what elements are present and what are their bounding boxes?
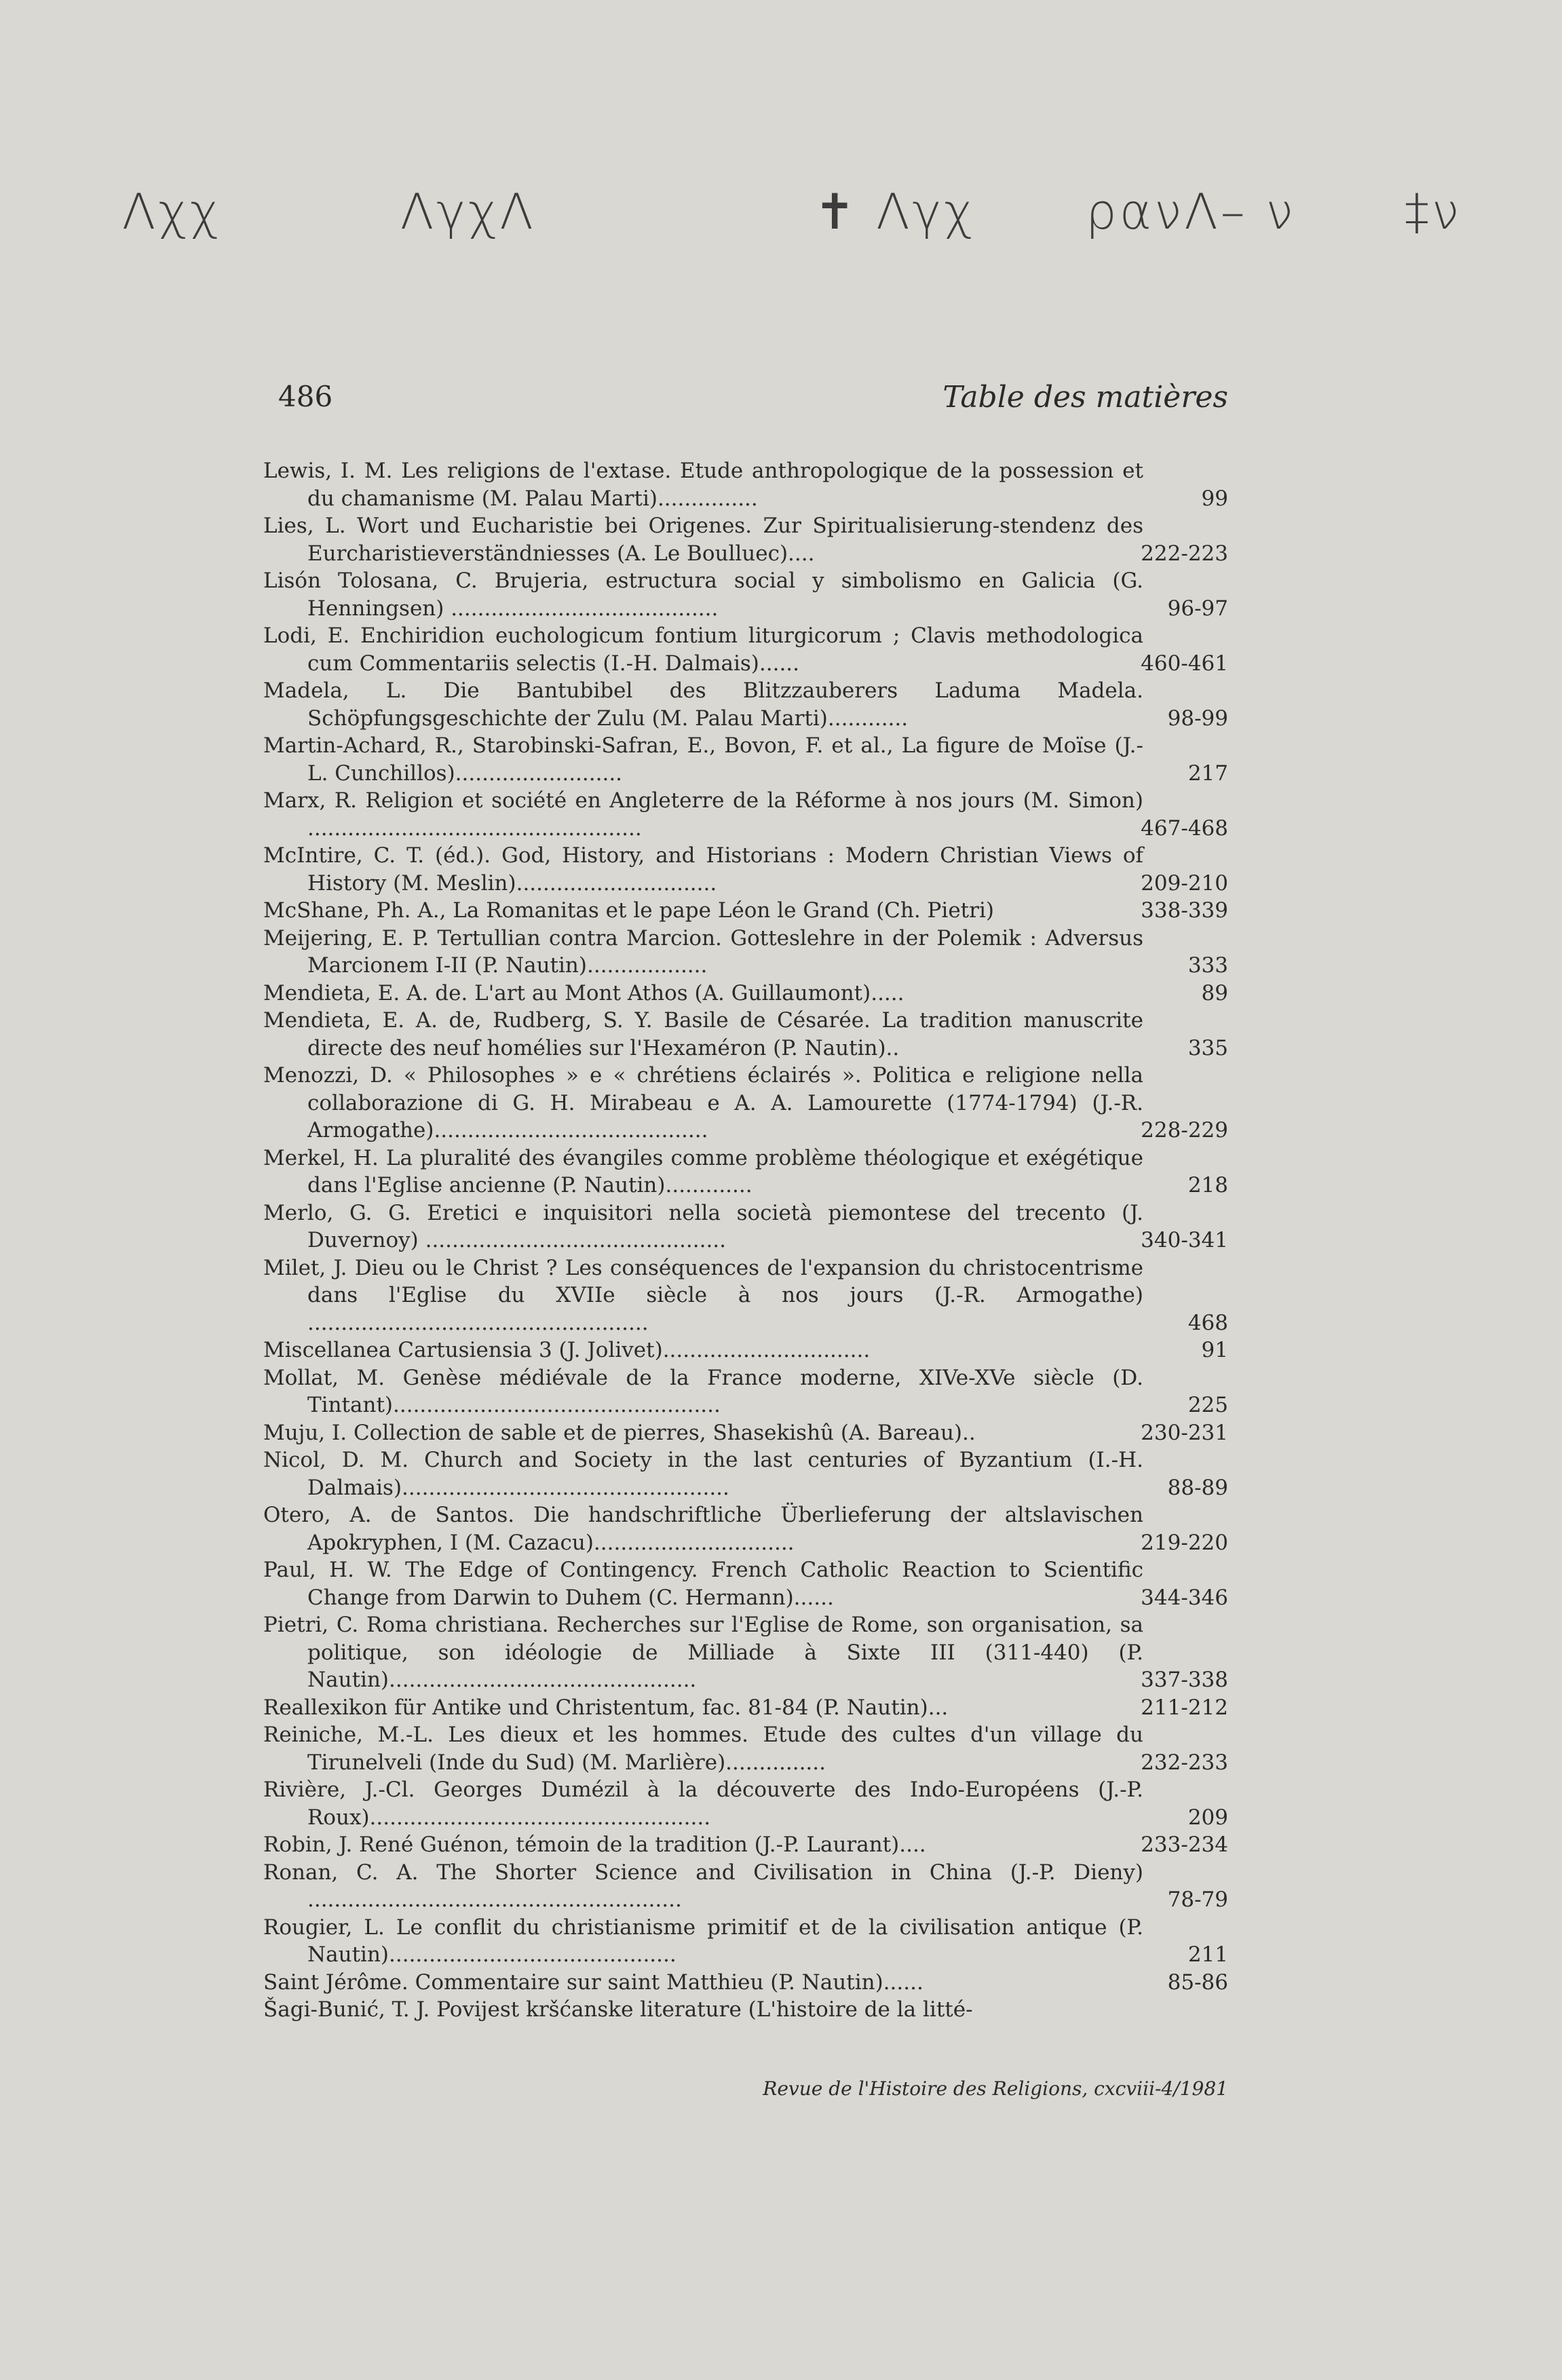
page-number: 486 — [278, 380, 333, 413]
entry-pages: 222-223 — [1141, 541, 1228, 566]
entry-text: Saint Jérôme. Commentaire sur saint Matthieu (P. Nautin)...... — [263, 1970, 923, 1995]
entry-pages: 89 — [1201, 980, 1228, 1005]
entry-pages: 91 — [1201, 1338, 1228, 1362]
entry-text: Rivière, J.-Cl. Georges Dumézil à la découverte des Indo-Européens (J.-P. Roux)................................................... — [263, 1778, 1143, 1830]
index-entry — [263, 1007, 1228, 1062]
page-header — [278, 380, 1228, 427]
index-entry — [263, 1831, 1228, 1859]
index-entry — [263, 622, 1228, 677]
index-entry — [263, 1721, 1228, 1776]
entry-text: Robin, J. René Guénon, témoin de la tradition (J.-P. Laurant).... — [263, 1832, 926, 1857]
entry-pages: 211-212 — [1141, 1695, 1228, 1720]
entry-pages: 85-86 — [1167, 1970, 1228, 1995]
entry-pages: 338-339 — [1141, 898, 1228, 923]
entry-pages: 340-341 — [1141, 1228, 1228, 1252]
entry-pages: 217 — [1187, 761, 1228, 786]
index-entry — [263, 787, 1228, 842]
entry-pages: 460-461 — [1141, 651, 1228, 676]
running-title: Table des matières — [942, 380, 1228, 415]
entry-pages: 219-220 — [1141, 1530, 1228, 1555]
index-entry — [263, 1364, 1228, 1419]
entry-text: Merlo, G. G. Eretici e inquisitori nella società piemontese del trecento (J. Duvernoy) ............................................. — [263, 1200, 1143, 1252]
index-entry — [263, 1776, 1228, 1831]
index-entry — [263, 897, 1228, 925]
entry-pages: 209-210 — [1141, 870, 1228, 896]
index-entry — [263, 1969, 1228, 1997]
entry-text: Reallexikon für Antike und Christentum, fac. 81-84 (P. Nautin)... — [263, 1695, 949, 1720]
index-entry — [263, 980, 1228, 1007]
entry-pages: 468 — [1187, 1310, 1228, 1335]
entry-pages: 344-346 — [1141, 1585, 1228, 1610]
index-entry — [263, 1062, 1228, 1145]
index-entry — [263, 1337, 1228, 1364]
entry-text: Mendieta, E. A. de. L'art au Mont Athos (A. Guillaumont)..... — [263, 980, 904, 1005]
index-entry — [263, 1145, 1228, 1199]
index-entry — [263, 1914, 1228, 1969]
index-entry — [263, 1254, 1228, 1337]
index-entry — [263, 1419, 1228, 1447]
entry-pages: 225 — [1187, 1393, 1228, 1417]
entry-text: McIntire, C. T. (éd.). God, History, and Historians : Modern Christian Views of History (M. Meslin).............................. — [263, 843, 1143, 896]
entry-text: Lies, L. Wort und Eucharistie bei Origenes. Zur Spiritualisierung-stendenz des Eurcharistieverständniesses (A. Le Boulluec).... — [263, 514, 1143, 566]
index-entries — [263, 457, 1228, 2024]
entry-pages: 232-233 — [1141, 1750, 1228, 1775]
index-entry — [263, 457, 1228, 512]
entry-text: Madela, L. Die Bantubibel des Blitzzauberers Laduma Madela. Schöpfungsgeschichte der Zulu (M. Palau Marti)............ — [263, 678, 1143, 731]
index-entry — [263, 1611, 1228, 1694]
entry-text: Miscellanea Cartusiensia 3 (J. Jolivet)............................... — [263, 1338, 871, 1362]
index-entry — [263, 1859, 1228, 1914]
entry-text: Paul, H. W. The Edge of Contingency. French Catholic Reaction to Scientific Change from Darwin to Duhem (C. Hermann)...... — [263, 1558, 1143, 1610]
entry-text: Meijering, E. P. Tertullian contra Marcion. Gotteslehre in der Polemik : Adversus Marcionem I-II (P. Nautin).................. — [263, 925, 1143, 978]
index-entry — [263, 1446, 1228, 1501]
index-entry — [263, 1501, 1228, 1556]
entry-pages: 211 — [1187, 1942, 1228, 1967]
entry-text: Lisón Tolosana, C. Brujeria, estructura social y simbolismo en Galicia (G. Henningsen) ........................................ — [263, 569, 1143, 621]
entry-text: Nicol, D. M. Church and Society in the last centuries of Byzantium (I.-H. Dalmais)................................................. — [263, 1448, 1143, 1500]
entry-text: Reiniche, M.-L. Les dieux et les hommes. Etude des cultes d'un village du Tirunelveli (Inde du Sud) (M. Marlière)............... — [263, 1723, 1143, 1775]
entry-text: Otero, A. de Santos. Die handschriftliche Überlieferung der altslavischen Apokryphen, I (M. Cazacu).............................. — [263, 1503, 1143, 1555]
entry-text: Lewis, I. M. Les religions de l'extase. Etude anthropologique de la possession et du chamanisme (M. Palau Marti)............... — [263, 459, 1143, 511]
entry-text: Menozzi, D. « Philosophes » e « chrétiens éclairés ». Politica e religione nella collaborazione di G. H. Mirabeau e A. A. Lamourette (1774-1794) (J.-R. Armogathe)......................................... — [263, 1063, 1143, 1143]
entry-text: Martin-Achard, R., Starobinski-Safran, E., Bovon, F. et al., La figure de Moïse (J.-L. Cunchillos)......................... — [263, 733, 1143, 786]
entry-text: Pietri, C. Roma christiana. Recherches sur l'Eglise de Rome, son organisation, sa politique, son idéologie de Milliade à Sixte III (311-440) (P. Nautin).............................................. — [263, 1613, 1143, 1692]
index-entry — [263, 732, 1228, 787]
entry-pages: 98-99 — [1167, 706, 1228, 731]
index-entry — [263, 1694, 1228, 1722]
index-entry — [263, 1556, 1228, 1611]
index-entry — [263, 567, 1228, 622]
entry-pages: 230-231 — [1141, 1420, 1228, 1445]
index-entry — [263, 925, 1228, 980]
handwritten-note-4: ρανΛ– ν — [1086, 183, 1296, 240]
handwritten-note-5: ‡ν — [1405, 183, 1462, 240]
entry-text: McShane, Ph. A., La Romanitas et le pape Léon le Grand (Ch. Pietri) — [263, 898, 994, 923]
index-entry — [263, 1996, 1228, 2024]
index-entry — [263, 677, 1228, 732]
entry-pages: 337-338 — [1141, 1668, 1228, 1692]
entry-pages: 335 — [1187, 1035, 1228, 1060]
entry-pages: 218 — [1187, 1173, 1228, 1197]
journal-footer: Revue de l'Histoire des Religions, cxcviii-4/1981 — [763, 2077, 1228, 2100]
entry-text: Rougier, L. Le conflit du christianisme primitif et de la civilisation antique (P. Nautin)........................................... — [263, 1915, 1143, 1967]
entry-text: Milet, J. Dieu ou le Christ ? Les conséquences de l'expansion du christocentrisme dans l'Eglise du XVIIe siècle à nos jours (J.-R. Armogathe) ................................................... — [263, 1255, 1143, 1335]
handwritten-note-3: ✝ Λγχ — [814, 183, 976, 240]
entry-pages: 99 — [1201, 486, 1228, 511]
entry-text: Mendieta, E. A. de, Rudberg, S. Y. Basile de Césarée. La tradition manuscrite directe des neuf homélies sur l'Hexaméron (P. Nautin).. — [263, 1008, 1143, 1060]
entry-text: Muju, I. Collection de sable et de pierres, Shasekishû (A. Bareau).. — [263, 1420, 976, 1445]
entry-text: Marx, R. Religion et société en Angleterre de la Réforme à nos jours (M. Simon) .................................................. — [263, 788, 1143, 841]
entry-pages: 78-79 — [1167, 1887, 1228, 1912]
entry-pages: 228-229 — [1141, 1118, 1228, 1143]
entry-pages: 333 — [1187, 953, 1228, 978]
index-entry — [263, 842, 1228, 897]
entry-pages: 88-89 — [1167, 1475, 1228, 1500]
entry-text: Mollat, M. Genèse médiévale de la France moderne, XIVe-XVe siècle (D. Tintant)................................................. — [263, 1365, 1143, 1417]
entry-pages: 233-234 — [1141, 1832, 1228, 1857]
entry-pages: 467-468 — [1141, 815, 1228, 841]
handwritten-note-1: Λχχ — [122, 183, 222, 240]
entry-pages: 96-97 — [1167, 596, 1228, 621]
index-entry — [263, 512, 1228, 567]
handwritten-note-2: ΛγχΛ — [400, 183, 536, 240]
entry-text: Merkel, H. La pluralité des évangiles comme problème théologique et exégétique dans l'Eglise ancienne (P. Nautin)............. — [263, 1145, 1143, 1197]
entry-text: Ronan, C. A. The Shorter Science and Civilisation in China (J.-P. Dieny) ........................................................ — [263, 1860, 1143, 1912]
entry-pages: 209 — [1187, 1805, 1228, 1830]
index-entry — [263, 1199, 1228, 1254]
entry-text: Lodi, E. Enchiridion euchologicum fontium liturgicorum ; Clavis methodologica cum Commentariis selectis (I.-H. Dalmais)...... — [263, 623, 1143, 676]
entry-text: Šagi-Bunić, T. J. Povijest kršćanske literature (L'histoire de la litté- — [263, 1997, 973, 2022]
